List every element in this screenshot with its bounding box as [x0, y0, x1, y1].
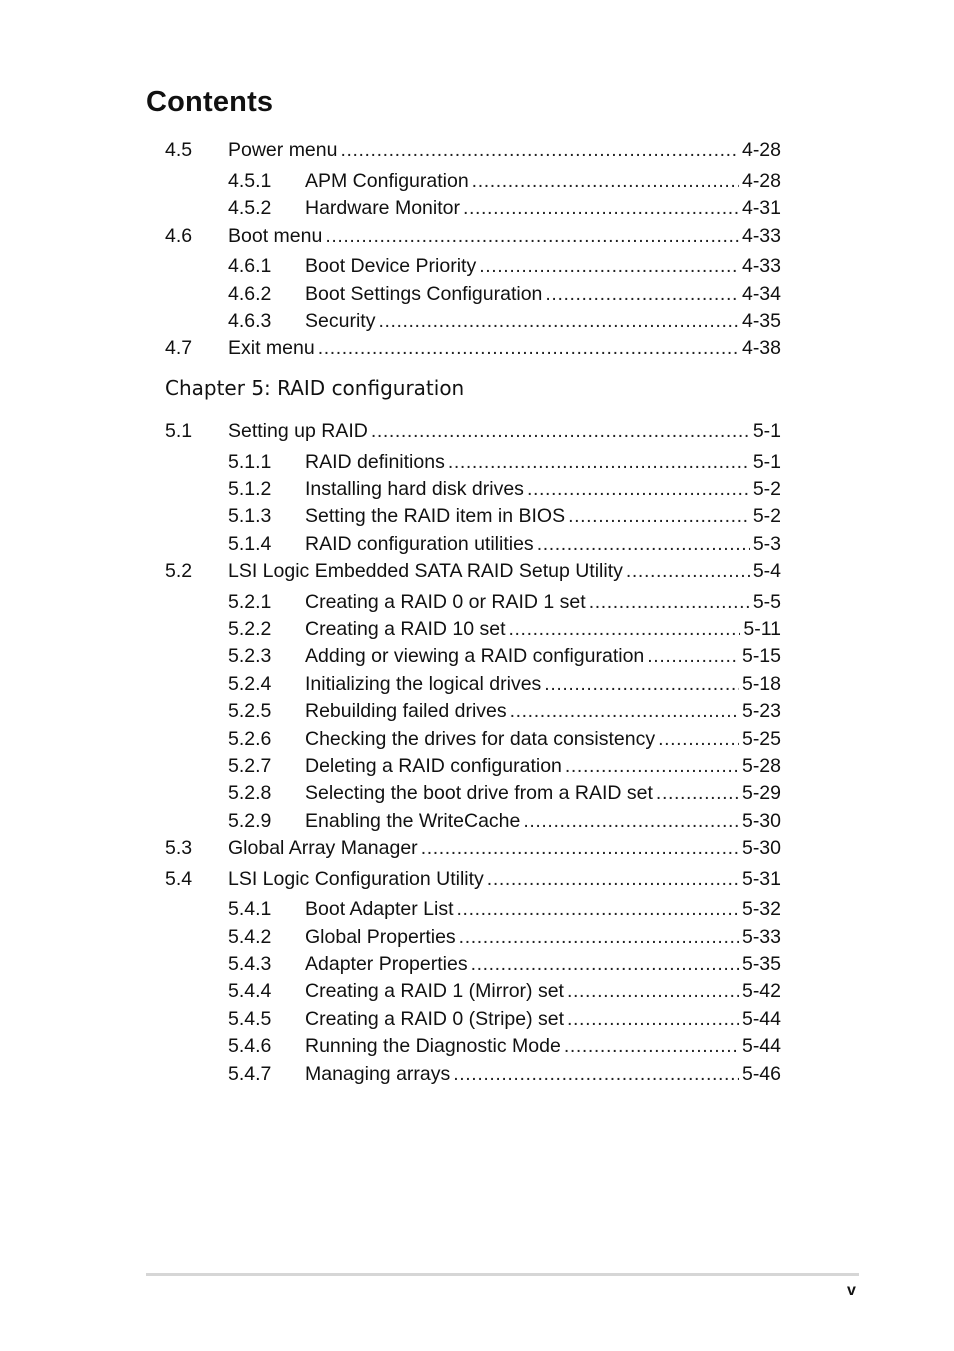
toc-entry-number: 5.4 — [165, 868, 193, 890]
toc-subsection-entry[interactable] — [228, 1063, 781, 1087]
toc-entry-number: 4.5 — [165, 139, 193, 161]
toc-entry-page: 5-44 — [741, 1008, 781, 1030]
toc-subsection-entry[interactable] — [228, 953, 781, 977]
toc-entry-title: Global Array Manager — [228, 837, 418, 859]
dot-leader — [340, 139, 739, 162]
dot-leader — [545, 283, 739, 306]
toc-entry-title: Selecting the boot drive from a RAID set — [305, 782, 653, 804]
dot-leader — [457, 898, 739, 921]
toc-entry-number: 4.5.1 — [228, 170, 272, 192]
toc-entry-number: 5.2.3 — [228, 645, 272, 667]
toc-entry-number: 5.4.7 — [228, 1063, 272, 1085]
toc-subsection-entry[interactable] — [228, 926, 781, 950]
toc-entry-page: 5-11 — [743, 618, 781, 640]
dot-leader — [448, 451, 750, 474]
dot-leader — [568, 505, 750, 528]
toc-entry-title: Setting the RAID item in BIOS — [305, 505, 566, 527]
toc-entry-number: 4.5.2 — [228, 197, 272, 219]
toc-entry-number: 5.4.2 — [228, 926, 272, 948]
toc-entry-title: LSI Logic Configuration Utility — [228, 868, 484, 890]
toc-entry-title: RAID configuration utilities — [305, 533, 534, 555]
toc-entry-title: Running the Diagnostic Mode — [305, 1035, 561, 1057]
toc-entry-page: 5-5 — [752, 591, 781, 613]
toc-entry-number: 5.1.2 — [228, 478, 272, 500]
toc-entry-title: Creating a RAID 10 set — [305, 618, 506, 640]
toc-entry-page: 4-33 — [741, 255, 781, 277]
toc-entry-number: 5.3 — [165, 837, 193, 859]
toc-entry-title: Security — [305, 310, 376, 332]
toc-entry-page: 5-30 — [741, 810, 781, 832]
toc-entry-number: 5.2 — [165, 560, 193, 582]
toc-section-entry[interactable] — [165, 139, 781, 163]
toc-subsection-entry[interactable] — [228, 645, 781, 669]
toc-entry-number: 5.2.8 — [228, 782, 272, 804]
toc-subsection-entry[interactable] — [228, 197, 781, 221]
dot-leader — [479, 255, 739, 278]
dot-leader — [463, 197, 739, 220]
dot-leader — [523, 810, 739, 833]
page-title: Contents — [146, 86, 274, 118]
toc-entry-page: 5-32 — [741, 898, 781, 920]
dot-leader — [565, 755, 739, 778]
toc-subsection-entry[interactable] — [228, 755, 781, 779]
toc-entry-number: 5.2.4 — [228, 673, 272, 695]
toc-entry-page: 5-23 — [741, 700, 781, 722]
toc-subsection-entry[interactable] — [228, 478, 781, 502]
toc-entry-page: 4-33 — [741, 225, 781, 247]
toc-entry-title: Boot Device Priority — [305, 255, 477, 277]
toc-subsection-entry[interactable] — [228, 255, 781, 279]
toc-entry-page: 4-38 — [741, 337, 781, 359]
toc-entry-number: 4.6.2 — [228, 283, 272, 305]
toc-entry-title: Adding or viewing a RAID configuration — [305, 645, 645, 667]
toc-subsection-entry[interactable] — [228, 782, 781, 806]
dot-leader — [656, 782, 739, 805]
dot-leader — [459, 926, 739, 949]
toc-subsection-entry[interactable] — [228, 673, 781, 697]
toc-entry-page: 4-28 — [741, 139, 781, 161]
toc-entry-title: Installing hard disk drives — [305, 478, 524, 500]
toc-subsection-entry[interactable] — [228, 1008, 781, 1032]
toc-entry-number: 4.6.3 — [228, 310, 272, 332]
toc-entry-page: 5-44 — [741, 1035, 781, 1057]
toc-entry-title: Hardware Monitor — [305, 197, 460, 219]
toc-entry-page: 5-4 — [752, 560, 781, 582]
dot-leader — [487, 868, 739, 891]
toc-entry-number: 5.2.2 — [228, 618, 272, 640]
toc-entry-title: Boot menu — [228, 225, 323, 247]
toc-entry-title: RAID definitions — [305, 451, 445, 473]
toc-entry-title: Adapter Properties — [305, 953, 468, 975]
dot-leader — [472, 170, 739, 193]
toc-entry-title: Power menu — [228, 139, 338, 161]
toc-entry-page: 5-46 — [741, 1063, 781, 1085]
dot-leader — [544, 673, 739, 696]
toc-subsection-entry[interactable] — [228, 283, 781, 307]
toc-entry-title: Boot Adapter List — [305, 898, 454, 920]
toc-subsection-entry[interactable] — [228, 310, 781, 334]
toc-entry-page: 5-42 — [741, 980, 781, 1002]
toc-entry-number: 5.1.1 — [228, 451, 272, 473]
toc-section-entry[interactable] — [165, 420, 781, 444]
toc-entry-number: 5.4.4 — [228, 980, 272, 1002]
toc-subsection-entry[interactable] — [228, 591, 781, 615]
toc-entry-page: 5-1 — [752, 420, 781, 442]
dot-leader — [421, 837, 739, 860]
dot-leader — [647, 645, 739, 668]
toc-subsection-entry[interactable] — [228, 618, 781, 642]
toc-entry-page: 5-30 — [741, 837, 781, 859]
toc-entry-page: 4-31 — [741, 197, 781, 219]
page-number: v — [847, 1282, 856, 1299]
toc-subsection-entry[interactable] — [228, 980, 781, 1004]
toc-entry-page: 5-31 — [741, 868, 781, 890]
dot-leader — [564, 1035, 739, 1058]
dot-leader — [567, 1008, 739, 1031]
toc-entry-number: 5.4.6 — [228, 1035, 272, 1057]
toc-subsection-entry[interactable] — [228, 1035, 781, 1059]
toc-entry-page: 4-28 — [741, 170, 781, 192]
toc-subsection-entry[interactable] — [228, 810, 781, 834]
footer-divider — [146, 1273, 859, 1276]
dot-leader — [371, 420, 750, 443]
toc-entry-page: 5-25 — [741, 728, 781, 750]
toc-entry-page: 5-2 — [752, 505, 781, 527]
toc-entry-title: Creating a RAID 0 (Stripe) set — [305, 1008, 565, 1030]
dot-leader — [658, 728, 739, 751]
dot-leader — [626, 560, 750, 583]
toc-entry-number: 4.6 — [165, 225, 193, 247]
toc-entry-number: 5.2.5 — [228, 700, 272, 722]
dot-leader — [325, 225, 739, 248]
toc-entry-number: 5.1.3 — [228, 505, 272, 527]
toc-entry-number: 5.2.1 — [228, 591, 272, 613]
toc-section-entry[interactable] — [165, 225, 781, 249]
toc-entry-number: 5.1 — [165, 420, 193, 442]
toc-entry-number: 5.2.7 — [228, 755, 272, 777]
toc-subsection-entry[interactable] — [228, 898, 781, 922]
toc-entry-number: 5.4.5 — [228, 1008, 272, 1030]
toc-section-entry[interactable] — [165, 560, 781, 584]
toc-entry-page: 5-28 — [741, 755, 781, 777]
dot-leader — [527, 478, 750, 501]
toc-entry-title: Creating a RAID 1 (Mirror) set — [305, 980, 564, 1002]
toc-entry-page: 5-1 — [752, 451, 781, 473]
dot-leader — [378, 310, 739, 333]
toc-entry-number: 5.2.6 — [228, 728, 272, 750]
toc-subsection-entry[interactable] — [228, 170, 781, 194]
toc-entry-title: LSI Logic Embedded SATA RAID Setup Utility — [228, 560, 623, 582]
dot-leader — [471, 953, 739, 976]
dot-leader — [510, 700, 739, 723]
dot-leader — [537, 533, 750, 556]
dot-leader — [589, 591, 750, 614]
toc-subsection-entry[interactable] — [228, 700, 781, 724]
toc-entry-title: Managing arrays — [305, 1063, 451, 1085]
toc-entry-title: Checking the drives for data consistency — [305, 728, 656, 750]
toc-entry-title: Enabling the WriteCache — [305, 810, 521, 832]
chapter-heading: Chapter 5: RAID configuration — [165, 376, 465, 400]
dot-leader — [509, 618, 741, 641]
toc-section-entry[interactable] — [165, 837, 781, 861]
toc-entry-page: 5-29 — [741, 782, 781, 804]
toc-entry-title: Setting up RAID — [228, 420, 368, 442]
dot-leader — [453, 1063, 739, 1086]
toc-entry-page: 5-18 — [741, 673, 781, 695]
toc-entry-title: Boot Settings Configuration — [305, 283, 543, 305]
toc-entry-title: Deleting a RAID configuration — [305, 755, 562, 777]
toc-entry-number: 5.4.1 — [228, 898, 272, 920]
dot-leader — [567, 980, 739, 1003]
toc-subsection-entry[interactable] — [228, 451, 781, 475]
toc-entry-number: 5.2.9 — [228, 810, 272, 832]
toc-entry-number: 4.6.1 — [228, 255, 272, 277]
toc-entry-title: Initializing the logical drives — [305, 673, 542, 695]
toc-entry-title: APM Configuration — [305, 170, 469, 192]
toc-entry-page: 5-33 — [741, 926, 781, 948]
toc-subsection-entry[interactable] — [228, 533, 781, 557]
toc-entry-page: 5-2 — [752, 478, 781, 500]
toc-subsection-entry[interactable] — [228, 505, 781, 529]
toc-entry-page: 4-34 — [741, 283, 781, 305]
toc-entry-page: 5-3 — [752, 533, 781, 555]
toc-entry-number: 5.1.4 — [228, 533, 272, 555]
toc-entry-title: Rebuilding failed drives — [305, 700, 507, 722]
toc-entry-number: 4.7 — [165, 337, 193, 359]
dot-leader — [318, 337, 739, 360]
toc-subsection-entry[interactable] — [228, 728, 781, 752]
toc-entry-title: Creating a RAID 0 or RAID 1 set — [305, 591, 586, 613]
toc-entry-title: Exit menu — [228, 337, 315, 359]
toc-section-entry[interactable] — [165, 337, 781, 361]
toc-entry-page: 5-15 — [741, 645, 781, 667]
toc-entry-page: 5-35 — [741, 953, 781, 975]
toc-entry-title: Global Properties — [305, 926, 456, 948]
toc-section-entry[interactable] — [165, 868, 781, 892]
toc-entry-number: 5.4.3 — [228, 953, 272, 975]
toc-entry-page: 4-35 — [741, 310, 781, 332]
